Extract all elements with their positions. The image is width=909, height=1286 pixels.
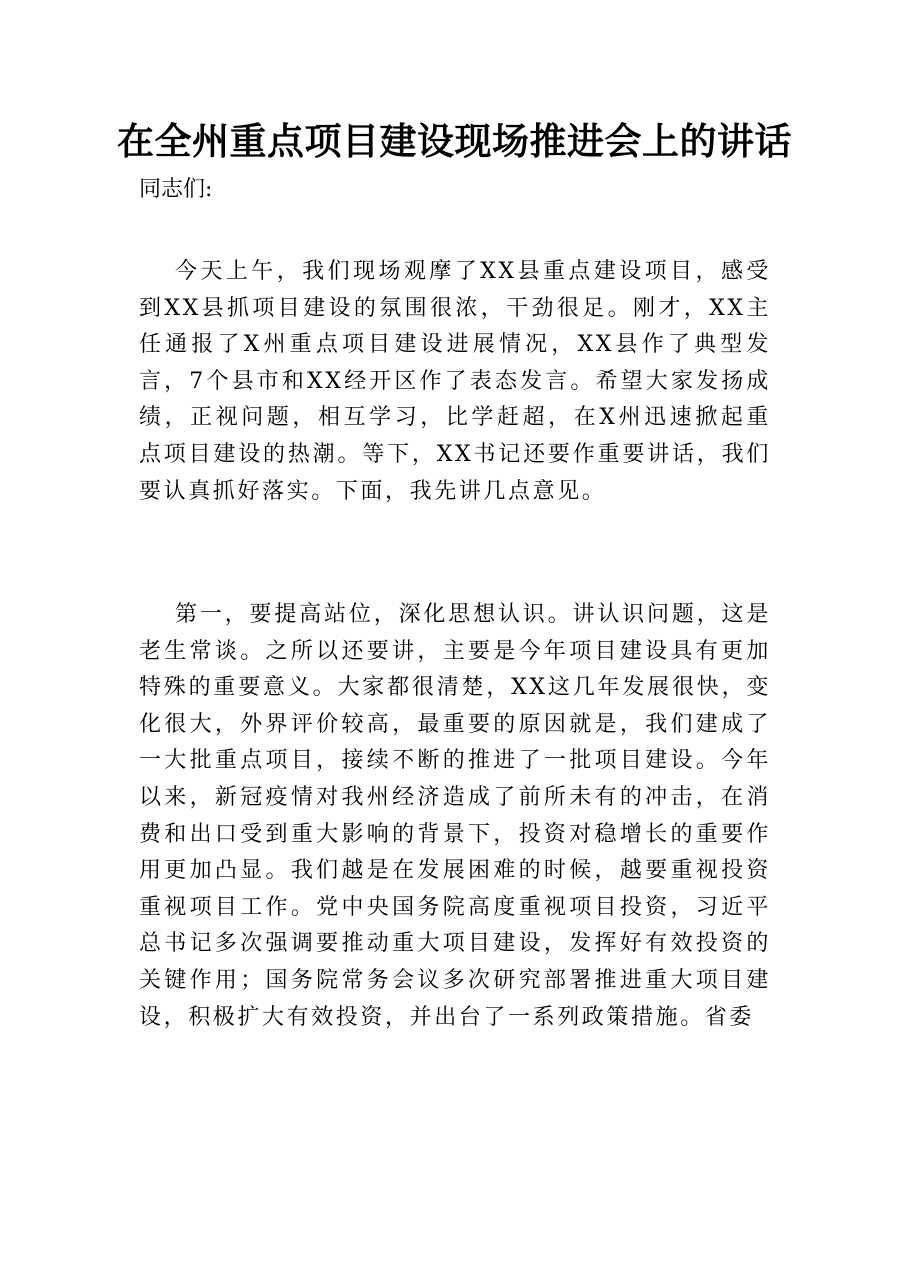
paragraph-point-one: 第一，要提高站位，深化思想认识。讲认识问题，这是老生常谈。之所以还要讲，主要是今年项目建设具有更加特殊的重要意义。大家都很清楚，XX这几年发展很快，变化很大，外界评价较高，最重要的原因就是，我们建成了一大批重点项目，接续不断的推进了一批项目建设。今年以来，新冠疫情对我州经济造成了前所未有的冲击，在消费和出口受到重大影响的背景下，投资对稳增长的重要作用更加凸显。我们越是在发展困难的时候，越要重视投资重视项目工作。党中央国务院高度重视项目投资，习近平总书记多次强调要推动重大项目建设，发挥好有效投资的关键作用；国务院常务会议多次研究部署推进重大项目建设，积极扩大有效投资，并出台了一系列政策措施。省委 [139,602,771,1030]
salutation: 同志们: [139,177,213,202]
document-title: 在全州重点项目建设现场推进会上的讲话 [117,119,792,163]
paragraph-opening: 今天上午，我们现场观摩了XX县重点建设项目，感受到XX县抓项目建设的氛围很浓，干劲很足。刚才，XX主任通报了X州重点项目建设进展情况，XX县作了典型发言，7个县市和XX经开区作了表态发言。希望大家发扬成绩，正视问题，相互学习，比学赶超，在X州迅速掀起重点项目建设的热潮。等下，XX书记还要作重要讲话，我们要认真抓好落实。下面，我先讲几点意见。 [139,259,771,504]
